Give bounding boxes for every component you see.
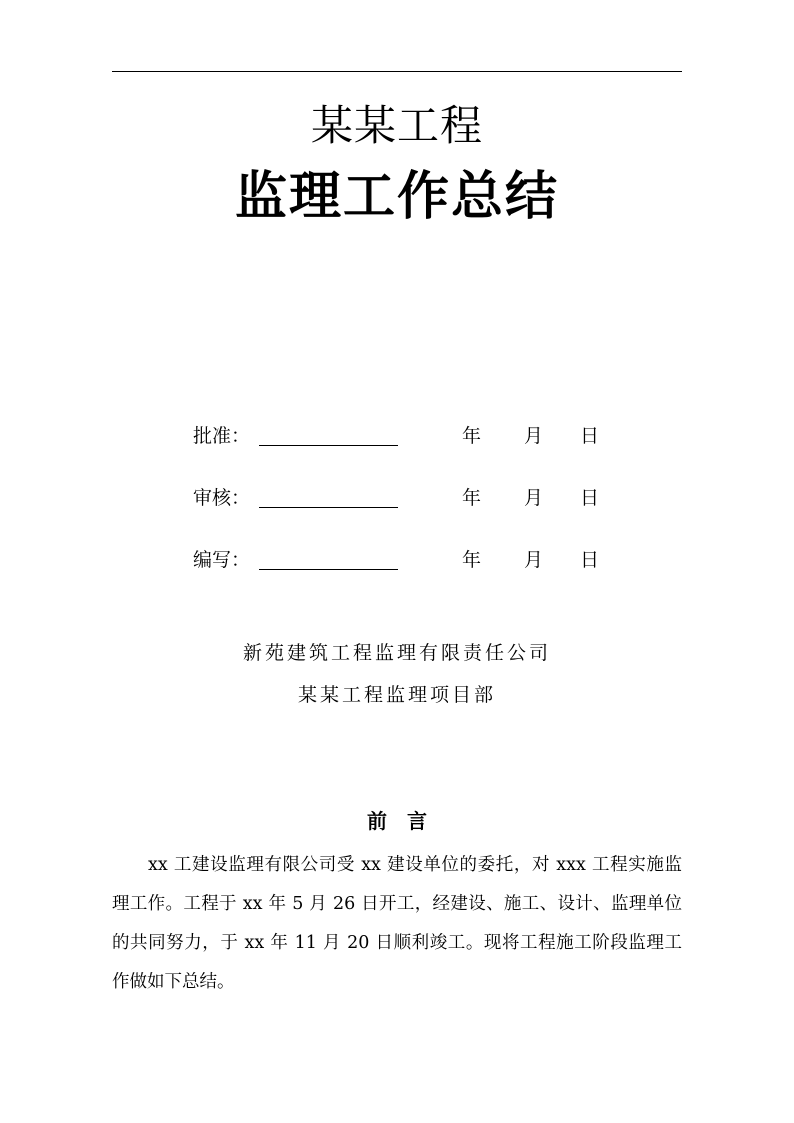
review-day-label: 日 — [580, 487, 600, 509]
project-title: 某某工程 — [310, 101, 483, 150]
project-department: 某某工程监理项目部 — [297, 684, 496, 706]
approval-label: 批准： — [193, 425, 251, 447]
author-signature-line — [259, 569, 398, 570]
header-rule — [112, 71, 682, 72]
approval-year-label: 年 — [462, 425, 482, 447]
review-month-label: 月 — [524, 487, 544, 509]
approval-month-label: 月 — [524, 425, 544, 447]
company-name: 新苑建筑工程监理有限责任公司 — [242, 642, 551, 664]
preface-paragraph: xx 工建设监理有限公司受 xx 建设单位的委托，对 xxx 工程实施监理工作。工程于 xx 年 5 月 26 日开工，经建设、施工、设计、监理单位的共同努力，于 xx 年 11 月 20 日顺利竣工。现将工程施工阶段监理工作做如下总结。 — [112, 855, 682, 992]
author-month-label: 月 — [524, 549, 544, 571]
review-year-label: 年 — [462, 487, 482, 509]
author-day-label: 日 — [580, 549, 600, 571]
review-row — [0, 483, 794, 513]
review-label: 审核： — [193, 487, 251, 509]
preface-heading: 前 言 — [367, 809, 427, 833]
review-signature-line — [259, 507, 398, 508]
approval-signature-line — [259, 445, 398, 446]
approval-day-label: 日 — [580, 425, 600, 447]
approval-row — [0, 421, 794, 451]
author-label: 编写： — [193, 549, 251, 571]
author-year-label: 年 — [462, 549, 482, 571]
author-row — [0, 545, 794, 575]
document-title: 监理工作总结 — [234, 167, 559, 227]
